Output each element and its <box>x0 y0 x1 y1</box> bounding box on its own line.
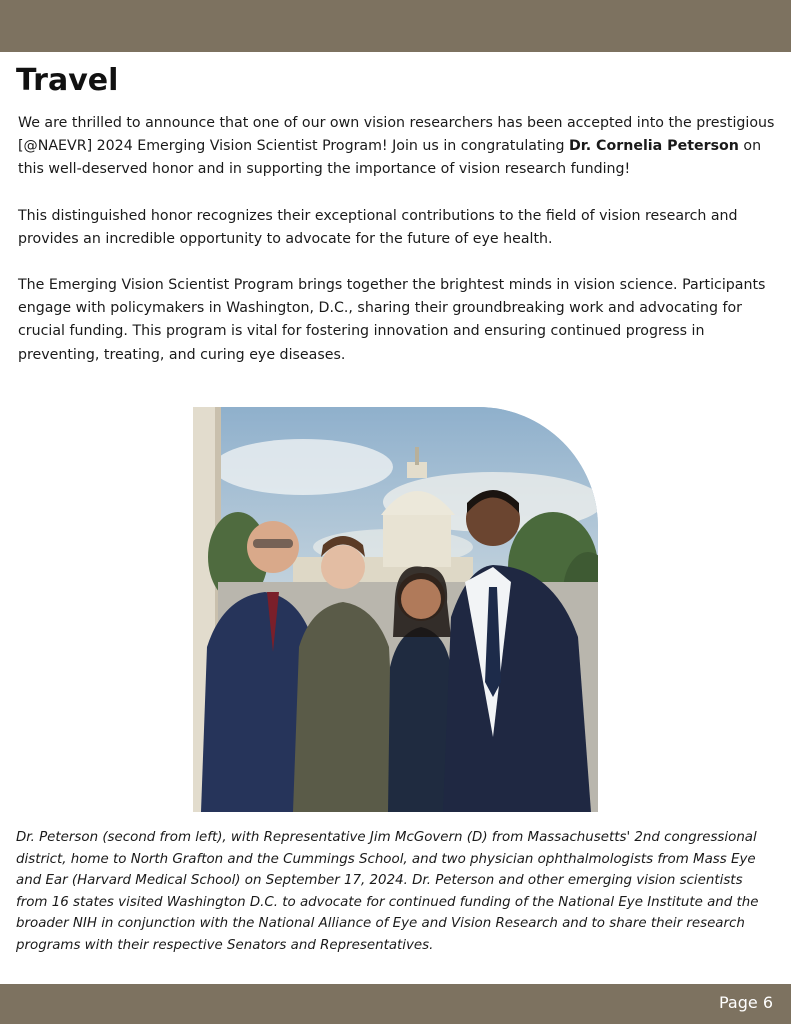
photo-caption: Dr. Peterson (second from left), with Representative Jim McGovern (D) from Massachusetts' 2nd congressional district, home to North Grafton and the Cummings School, and two physician ophthalmologists from Mass Eye and Ear (Harvard Medical School) on September 17, 2024. Dr. Peterson and other emerging vision scientists from 16 states visited Washington D.C. to advocate for continued funding of the National Eye Institute and the broader NIH in conjunction with the National Alliance of Eye and Vision Research and to share their research programs with their respective Senators and Representatives. <box>16 830 759 953</box>
honoree-name: Dr. Cornelia Peterson <box>568 138 739 155</box>
announcement-text-end: on this well-deserved honor and in supporting the importance of vision research funding! <box>18 138 762 178</box>
announcement-text-start: We are thrilled to announce that one of our own vision researchers has been accepted into the prestigious [@NAEVR] 2024 Emerging Vision Scientist Program! Join us in congratulating <box>18 115 775 155</box>
paragraph-announcement <box>18 112 776 182</box>
header-band <box>0 0 791 52</box>
group-photo <box>193 407 598 812</box>
page-title: Travel <box>16 63 119 98</box>
paragraph-honor: This distinguished honor recognizes their exceptional contributions to the field of vision research and provides an incredible opportunity to advocate for the future of eye health. <box>18 207 738 247</box>
footer-band <box>0 984 791 1024</box>
page-number: Page 6 <box>719 993 773 1012</box>
article-body <box>18 112 776 390</box>
paragraph-program: The Emerging Vision Scientist Program brings together the brightest minds in vision science. Participants engage with policymakers in Washington, D.C., sharing their groundbreaking work and advocating for crucial funding. This program is vital for fostering innovation and ensuring continued progress in preventing, treating, and curing eye diseases. <box>18 277 766 363</box>
